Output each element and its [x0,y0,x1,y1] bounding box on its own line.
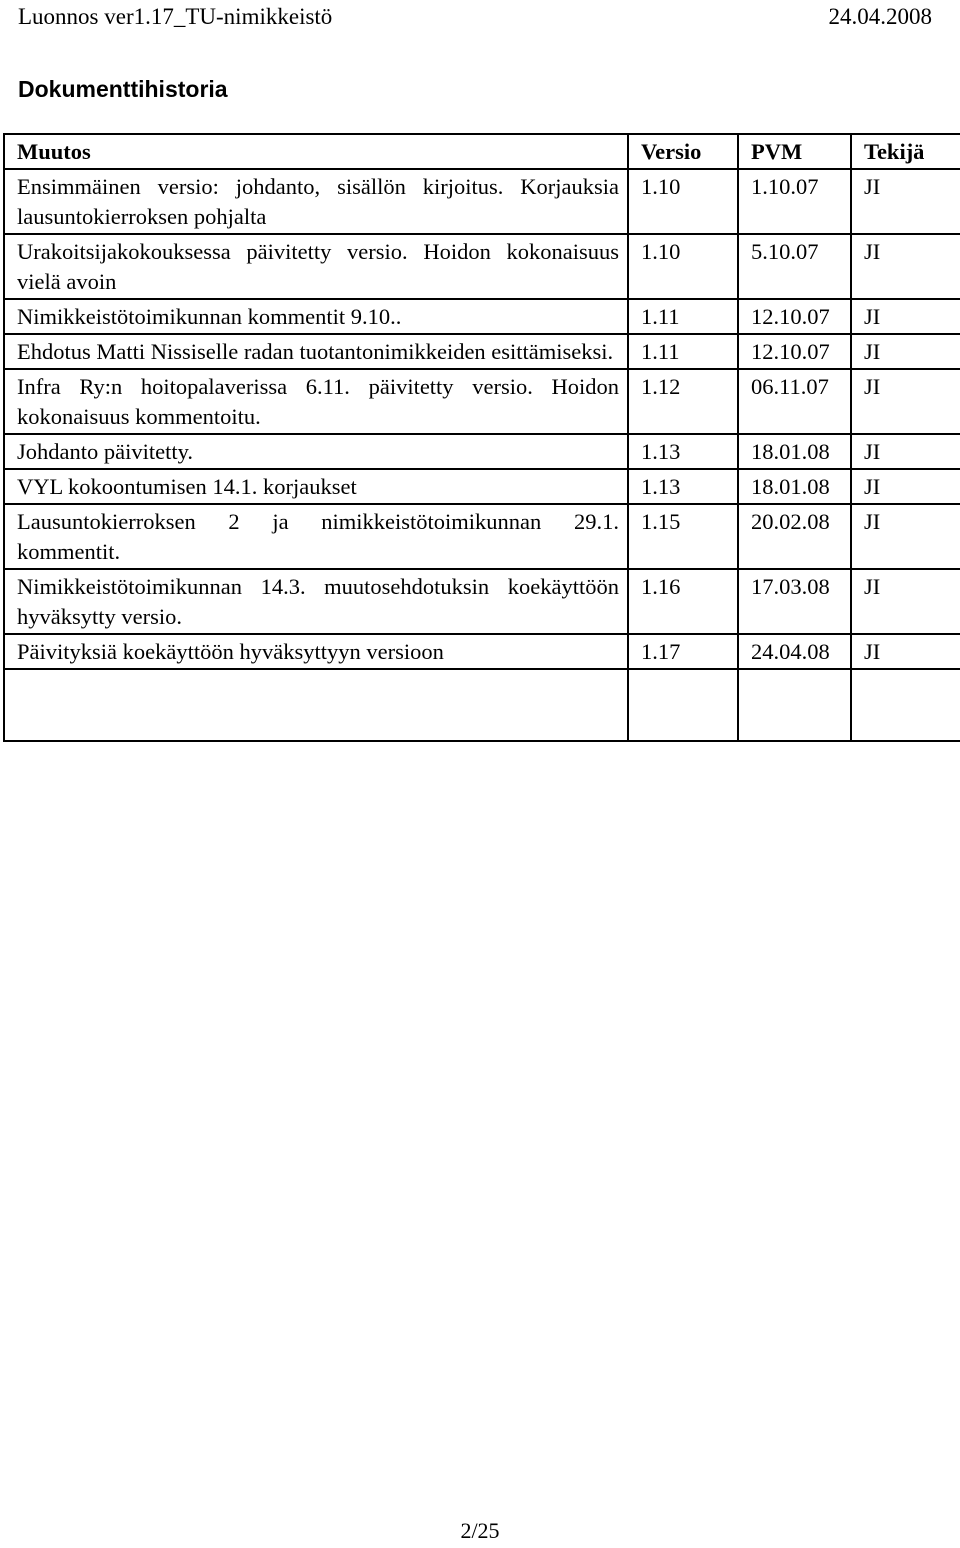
cell-pvm: 17.03.08 [738,569,851,634]
cell-versio: 1.13 [628,469,738,504]
table-row [4,504,960,569]
section-title: Dokumenttihistoria [18,76,228,102]
empty-cell [4,669,628,741]
cell-pvm: 5.10.07 [738,234,851,299]
table-body [4,169,960,741]
table-row [4,299,960,334]
empty-cell [628,669,738,741]
cell-muutos: Nimikkeistötoimikunnan 14.3. muutosehdotuksin koekäyttöön hyväksytty versio. [4,569,628,634]
header-date: 24.04.2008 [828,4,932,29]
column-header-versio: Versio [628,134,738,169]
page-header [18,2,932,32]
cell-pvm: 18.01.08 [738,434,851,469]
cell-pvm: 06.11.07 [738,369,851,434]
table-row [4,569,960,634]
cell-tekija: JI [851,569,960,634]
page-number: 2/25 [460,1518,500,1543]
table-row [4,434,960,469]
table-row [4,469,960,504]
cell-versio: 1.12 [628,369,738,434]
table-header-row [4,134,960,169]
cell-muutos: VYL kokoontumisen 14.1. korjaukset [4,469,628,504]
cell-versio: 1.10 [628,169,738,234]
cell-tekija: JI [851,504,960,569]
cell-pvm: 18.01.08 [738,469,851,504]
cell-muutos: Ehdotus Matti Nissiselle radan tuotantonimikkeiden esittämiseksi. [4,334,628,369]
cell-muutos: Lausuntokierroksen 2 ja nimikkeistötoimikunnan 29.1. kommentit. [4,504,628,569]
cell-tekija: JI [851,334,960,369]
document-history-table [3,133,960,742]
cell-tekija: JI [851,469,960,504]
cell-tekija: JI [851,434,960,469]
column-header-muutos: Muutos [4,134,628,169]
table-row-empty [4,669,960,741]
table-row [4,334,960,369]
cell-versio: 1.10 [628,234,738,299]
cell-muutos: Urakoitsijakokouksessa päivitetty versio. Hoidon kokonaisuus vielä avoin [4,234,628,299]
table-row [4,234,960,299]
cell-pvm: 12.10.07 [738,299,851,334]
cell-versio: 1.11 [628,334,738,369]
cell-muutos: Infra Ry:n hoitopalaverissa 6.11. päivitetty versio. Hoidon kokonaisuus kommentoitu. [4,369,628,434]
empty-cell [851,669,960,741]
cell-muutos: Ensimmäinen versio: johdanto, sisällön kirjoitus. Korjauksia lausuntokierroksen pohjalta [4,169,628,234]
column-header-pvm: PVM [738,134,851,169]
header-document-name: Luonnos ver1.17_TU-nimikkeistö [18,4,333,29]
cell-versio: 1.11 [628,299,738,334]
cell-muutos: Johdanto päivitetty. [4,434,628,469]
cell-tekija: JI [851,299,960,334]
cell-muutos: Nimikkeistötoimikunnan kommentit 9.10.. [4,299,628,334]
cell-tekija: JI [851,634,960,669]
cell-pvm: 24.04.08 [738,634,851,669]
cell-versio: 1.16 [628,569,738,634]
table-row [4,634,960,669]
cell-versio: 1.17 [628,634,738,669]
table-row [4,369,960,434]
cell-versio: 1.15 [628,504,738,569]
empty-cell [738,669,851,741]
cell-pvm: 12.10.07 [738,334,851,369]
cell-tekija: JI [851,169,960,234]
cell-pvm: 20.02.08 [738,504,851,569]
cell-tekija: JI [851,234,960,299]
cell-tekija: JI [851,369,960,434]
table-row [4,169,960,234]
column-header-tekija: Tekijä [851,134,960,169]
cell-pvm: 1.10.07 [738,169,851,234]
cell-versio: 1.13 [628,434,738,469]
cell-muutos: Päivityksiä koekäyttöön hyväksyttyyn versioon [4,634,628,669]
